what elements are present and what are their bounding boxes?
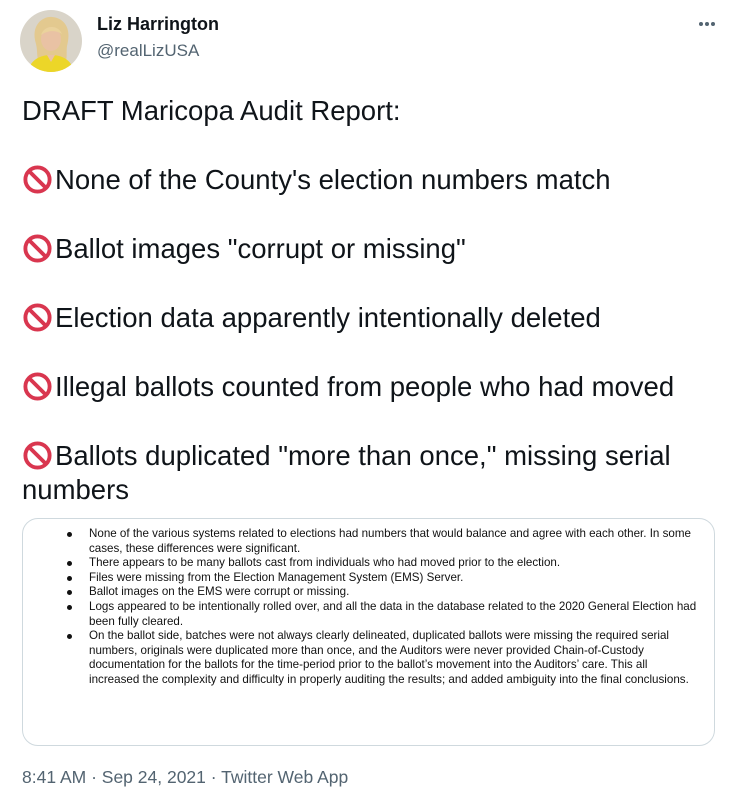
no-entry-sign-icon	[22, 164, 53, 195]
no-entry-sign-icon	[22, 233, 53, 264]
document-bullet	[67, 556, 699, 571]
author-handle[interactable]: @realLizUSA	[97, 41, 200, 60]
tweet-point	[22, 370, 722, 404]
document-bullet	[67, 527, 699, 556]
tweet-point-text: Election data apparently intentionally deleted	[55, 302, 601, 333]
bullet-dot-icon	[67, 576, 72, 581]
tweet-point-text: Ballots duplicated "more than once," missing serial numbers	[22, 440, 671, 505]
document-bullet-text: There appears to be many ballots cast from individuals who had moved prior to the election.	[89, 556, 561, 570]
tweet-point-text: Illegal ballots counted from people who had moved	[55, 371, 675, 402]
document-bullet	[67, 629, 699, 687]
document-bullet-text: Ballot images on the EMS were corrupt or missing.	[89, 585, 350, 599]
document-bullet	[67, 585, 699, 600]
tweet-date[interactable]: Sep 24, 2021	[101, 767, 206, 787]
tweet-point	[22, 301, 722, 335]
tweet-point	[22, 232, 722, 266]
document-bullet-text: Logs appeared to be intentionally rolled over, and all the data in the database related to the 2020 General Election had been fully cleared.	[89, 599, 697, 628]
tweet-text	[22, 94, 722, 507]
no-entry-sign-icon	[22, 371, 53, 402]
document-bullet-text: None of the various systems related to elections had numbers that would balance and agree with each other. In some cases, these differences were significant.	[89, 527, 691, 555]
separator: ·	[205, 767, 222, 787]
author-avatar[interactable]	[20, 10, 82, 72]
tweet-point-text: Ballot images "corrupt or missing"	[55, 233, 466, 264]
tweet-time[interactable]: 8:41 AM	[22, 767, 87, 787]
tweet-headline: DRAFT Maricopa Audit Report:	[22, 95, 401, 126]
tweet-point-text: None of the County's election numbers match	[55, 164, 611, 195]
bullet-dot-icon	[67, 561, 72, 566]
document-bullet	[67, 571, 699, 586]
no-entry-sign-icon	[22, 302, 53, 333]
document-bullet	[67, 600, 699, 629]
separator: ·	[86, 767, 102, 787]
bullet-dot-icon	[67, 532, 72, 537]
tweet-point	[22, 163, 722, 197]
no-entry-sign-icon	[22, 440, 53, 471]
tweet-footer	[22, 767, 348, 788]
attached-document-image[interactable]	[22, 518, 715, 746]
more-options-icon[interactable]	[694, 14, 720, 34]
document-bullet-text: Files were missing from the Election Management System (EMS) Server.	[89, 570, 464, 584]
bullet-dot-icon	[67, 634, 72, 639]
bullet-dot-icon	[67, 605, 72, 610]
document-bullet-text: On the ballot side, batches were not always clearly delineated, duplicated ballots were missing the required serial numbers, originals were duplicated more than once, and the Auditors were never provided Chain-of-Custody documentation for the ballots for the time-period prior to the ballot’s movement into the Auditors’ care. This all increased the complexity and difficulty in properly auditing the results; and added ambiguity into the final conclusions.	[89, 629, 689, 686]
bullet-dot-icon	[67, 590, 72, 595]
tweet-source[interactable]: Twitter Web App	[221, 767, 349, 787]
author-name[interactable]: Liz Harrington	[97, 14, 219, 34]
document-bullet-list	[67, 527, 699, 688]
tweet-point	[22, 439, 722, 507]
